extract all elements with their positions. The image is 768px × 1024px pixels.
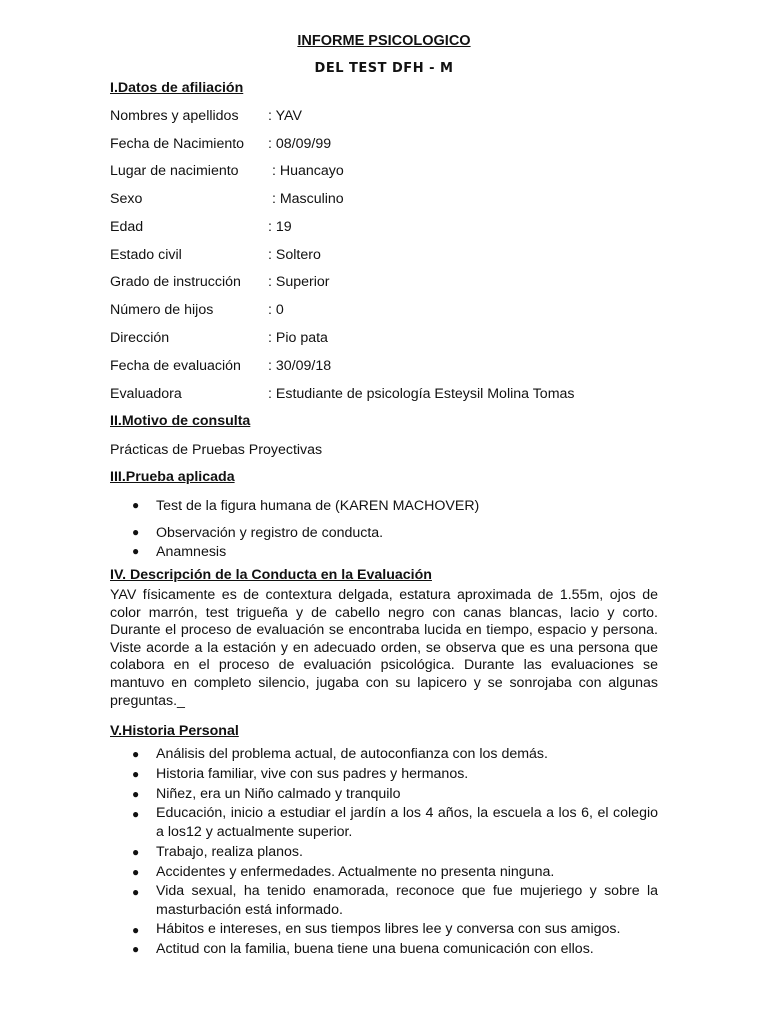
field-value: : Pio pata: [268, 330, 328, 346]
field-value: : Huancayo: [268, 163, 344, 179]
bullet-icon: ●: [132, 885, 140, 899]
field-row: [110, 219, 292, 235]
field-label: Fecha de evaluación: [110, 358, 241, 374]
list-item: ● Hábitos e intereses, en sus tiempos libres lee y conversa con sus amigos.: [110, 920, 658, 939]
field-label: Fecha de Nacimiento: [110, 136, 245, 152]
field-label: Número de hijos: [110, 302, 214, 318]
field-value: : YAV: [268, 108, 302, 124]
list-item: ● Educación, inicio a estudiar el jardín a los 4 años, la escuela a los 6, el colegio a los12 y actualmente superior.: [132, 805, 658, 840]
field-label: Sexo: [110, 191, 143, 207]
field-value: : 19: [268, 219, 292, 235]
field-label: Estado civil: [110, 247, 182, 263]
report-title: INFORME PSICOLOGICO: [297, 33, 471, 49]
field-label: Edad: [110, 219, 144, 235]
field-row: [110, 108, 302, 124]
field-row: [110, 386, 575, 402]
motivo-text: Prácticas de Pruebas Proyectivas: [110, 442, 323, 458]
section-heading-prueba: III.Prueba aplicada: [110, 469, 235, 485]
field-label: Nombres y apellidos: [110, 108, 239, 124]
field-value: : 0: [268, 302, 284, 318]
bullet-icon: ●: [132, 923, 140, 937]
list-item: ● Actitud con la familia, buena tiene una buena comunicación con ellos.: [132, 941, 594, 957]
prueba-list: [110, 498, 658, 560]
historia-list: [110, 744, 658, 959]
field-row: [110, 136, 331, 152]
list-item: ● Vida sexual, ha tenido enamorada, reconoce que fue mujeriego y sobre la masturbación está informado.: [132, 883, 658, 918]
section-heading-conducta: IV. Descripción de la Conducta en la Evaluación: [110, 567, 432, 583]
bullet-icon: ●: [132, 544, 140, 558]
field-row: [110, 163, 344, 179]
conducta-paragraph: YAV físicamente es de contextura delgada, estatura aproximada de 1.55m, ojos de color marrón, test trigueña y de cabello negro con canas blancas, lacio y corto. Durante el proceso de evaluación se encontraba lucida en tiempo, espacio y persona. Viste acorde a la estación y en adecuado orden, se observa que es una persona que colabora en el proceso de evaluación psicológica. Durante las evaluaciones se mantuvo en completo silencio, jugaba con su lapicero y se sonrojaba con algunas preguntas._: [110, 587, 658, 709]
field-label: Evaluadora: [110, 386, 182, 402]
list-item: ● Observación y registro de conducta.: [132, 525, 384, 541]
bullet-icon: ●: [132, 525, 140, 539]
bullet-icon: ●: [132, 845, 140, 859]
field-label: Lugar de nacimiento: [110, 163, 239, 179]
bullet-icon: ●: [132, 787, 140, 801]
list-item: ● Anamnesis: [132, 544, 227, 560]
section-heading-historia: V.Historia Personal: [110, 723, 239, 739]
bullet-icon: ●: [132, 942, 140, 956]
list-item: ● Test de la figura humana de (KAREN MACHOVER): [132, 498, 480, 514]
field-value: : Soltero: [268, 247, 321, 263]
section-heading-datos: I.Datos de afiliación: [110, 80, 244, 96]
list-item: ● Niñez, era un Niño calmado y tranquilo: [132, 786, 401, 802]
field-row: [110, 247, 321, 263]
bullet-icon: ●: [132, 807, 140, 821]
field-row: [110, 330, 328, 346]
field-row: [110, 302, 284, 318]
list-item: ● Análisis del problema actual, de autoconfianza con los demás.: [132, 746, 548, 762]
bullet-icon: ●: [132, 498, 140, 512]
field-value: : Masculino: [268, 191, 344, 207]
field-value: : 30/09/18: [268, 358, 332, 374]
field-value: : Estudiante de psicología Esteysil Molina Tomas: [268, 386, 575, 402]
bullet-icon: ●: [132, 747, 140, 761]
bullet-icon: ●: [132, 767, 140, 781]
bullet-icon: ●: [132, 865, 140, 879]
field-label: Dirección: [110, 330, 170, 346]
report-subtitle: DEL TEST DFH - M: [314, 61, 454, 76]
field-row: [110, 274, 330, 290]
field-row: [110, 191, 344, 207]
section-heading-motivo: II.Motivo de consulta: [110, 413, 251, 429]
field-value: : 08/09/99: [268, 136, 332, 152]
list-item: ● Trabajo, realiza planos.: [132, 844, 303, 860]
list-item: ● Historia familiar, vive con sus padres y hermanos.: [132, 766, 469, 782]
field-value: : Superior: [268, 274, 330, 290]
list-item: ● Accidentes y enfermedades. Actualmente no presenta ninguna.: [132, 864, 555, 880]
field-label: Grado de instrucción: [110, 274, 241, 290]
field-row: [110, 358, 331, 374]
